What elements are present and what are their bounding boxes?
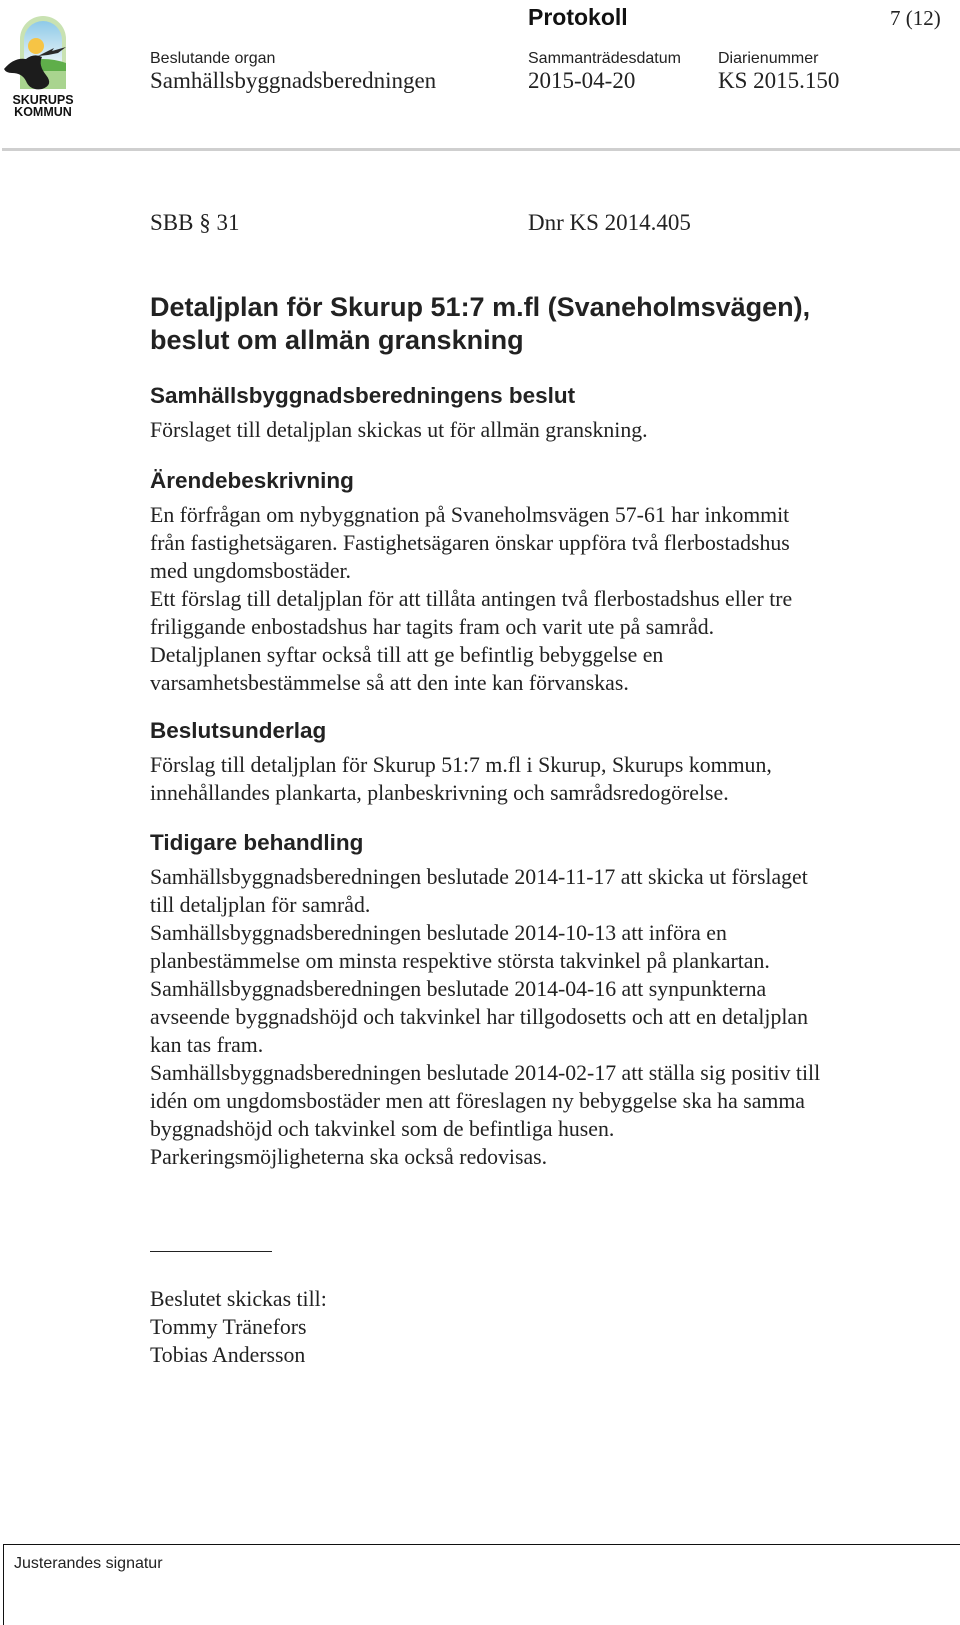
- text-line: Parkeringsmöjligheterna ska också redovisas.: [150, 1145, 548, 1169]
- diarie-value: KS 2015.150: [718, 68, 840, 93]
- text-line: från fastighetsägaren. Fastighetsägaren önskar uppföra två flerbostadshus: [150, 531, 790, 555]
- document-type: Protokoll: [528, 4, 628, 30]
- recipients-block: [150, 1285, 950, 1369]
- previous-handling-heading: Tidigare behandling: [150, 830, 364, 855]
- text-line: Ett förslag till detaljplan för att tillåta antingen två flerbostadshus eller tre: [150, 587, 793, 611]
- meeting-date-value: 2015-04-20: [528, 68, 636, 93]
- text-line: Samhällsbyggnadsberedningen beslutade 2014-11-17 att skicka ut förslaget: [150, 865, 808, 889]
- text-line: kan tas fram.: [150, 1033, 264, 1057]
- meeting-date-label: Sammanträdesdatum: [528, 50, 681, 67]
- organ-value: Samhällsbyggnadsberedningen: [150, 68, 437, 93]
- basis-text: [150, 751, 950, 807]
- case-dnr: Dnr KS 2014.405: [528, 210, 691, 235]
- diarie-label: Diarienummer: [718, 50, 819, 67]
- header-divider: [2, 148, 960, 151]
- paragraph-number: SBB § 31: [150, 210, 240, 235]
- text-line: varsamhetsbestämmelse så att den inte kan förvanskas.: [150, 671, 629, 695]
- text-line: innehållandes plankarta, planbeskrivning och samrådsredogörelse.: [150, 781, 729, 805]
- decision-heading: Samhällsbyggnadsberedningens beslut: [150, 383, 576, 408]
- text-line: Samhällsbyggnadsberedningen beslutade 2014-04-16 att synpunkterna: [150, 977, 767, 1001]
- separator-line: [150, 1251, 272, 1252]
- text-line: Förslaget till detaljplan skickas ut för allmän granskning.: [150, 418, 648, 442]
- basis-heading: Beslutsunderlag: [150, 718, 327, 743]
- text-line: med ungdomsbostäder.: [150, 559, 351, 583]
- text-line: byggnadshöjd och takvinkel som de befintliga husen.: [150, 1117, 615, 1141]
- decision-text: [150, 416, 950, 444]
- skurups-kommun-logo: [2, 3, 84, 119]
- svg-text:KOMMUN: KOMMUN: [14, 105, 72, 119]
- text-line: Detaljplanen syftar också till att ge befintlig bebyggelse en: [150, 643, 664, 667]
- text-line: friliggande enbostadshus har tagits fram och varit ute på samråd.: [150, 615, 715, 639]
- previous-handling-text: [150, 863, 950, 1171]
- text-line: avseende byggnadshöjd och takvinkel har tillgodosetts och att en detaljplan: [150, 1005, 808, 1029]
- case-title: [150, 291, 940, 357]
- text-line: Förslag till detaljplan för Skurup 51:7 m.fl i Skurup, Skurups kommun,: [150, 753, 772, 777]
- text-line: till detaljplan för samråd.: [150, 893, 371, 917]
- description-heading: Ärendebeskrivning: [150, 468, 354, 493]
- text-line: Samhällsbyggnadsberedningen beslutade 2014-02-17 att ställa sig positiv till: [150, 1061, 821, 1085]
- case-title-line: beslut om allmän granskning: [150, 325, 524, 355]
- recipient-name: Tommy Tränefors: [150, 1315, 307, 1339]
- svg-text:SKURUPS: SKURUPS: [12, 93, 74, 107]
- recipients-label: Beslutet skickas till:: [150, 1287, 327, 1311]
- case-title-line: Detaljplan för Skurup 51:7 m.fl (Svaneholmsvägen),: [150, 292, 811, 322]
- description-text: [150, 501, 950, 697]
- signature-label: Justerandes signatur: [14, 1555, 163, 1572]
- text-line: planbestämmelse om minsta respektive största takvinkel på plankartan.: [150, 949, 770, 973]
- page-number: 7 (12): [890, 6, 941, 30]
- text-line: Samhällsbyggnadsberedningen beslutade 2014-10-13 att införa en: [150, 921, 727, 945]
- text-line: idén om ungdomsbostäder men att föreslagen ny bebyggelse ska ha samma: [150, 1089, 805, 1113]
- text-line: En förfrågan om nybyggnation på Svaneholmsvägen 57-61 har inkommit: [150, 503, 790, 527]
- organ-label: Beslutande organ: [150, 50, 276, 67]
- recipient-name: Tobias Andersson: [150, 1343, 306, 1367]
